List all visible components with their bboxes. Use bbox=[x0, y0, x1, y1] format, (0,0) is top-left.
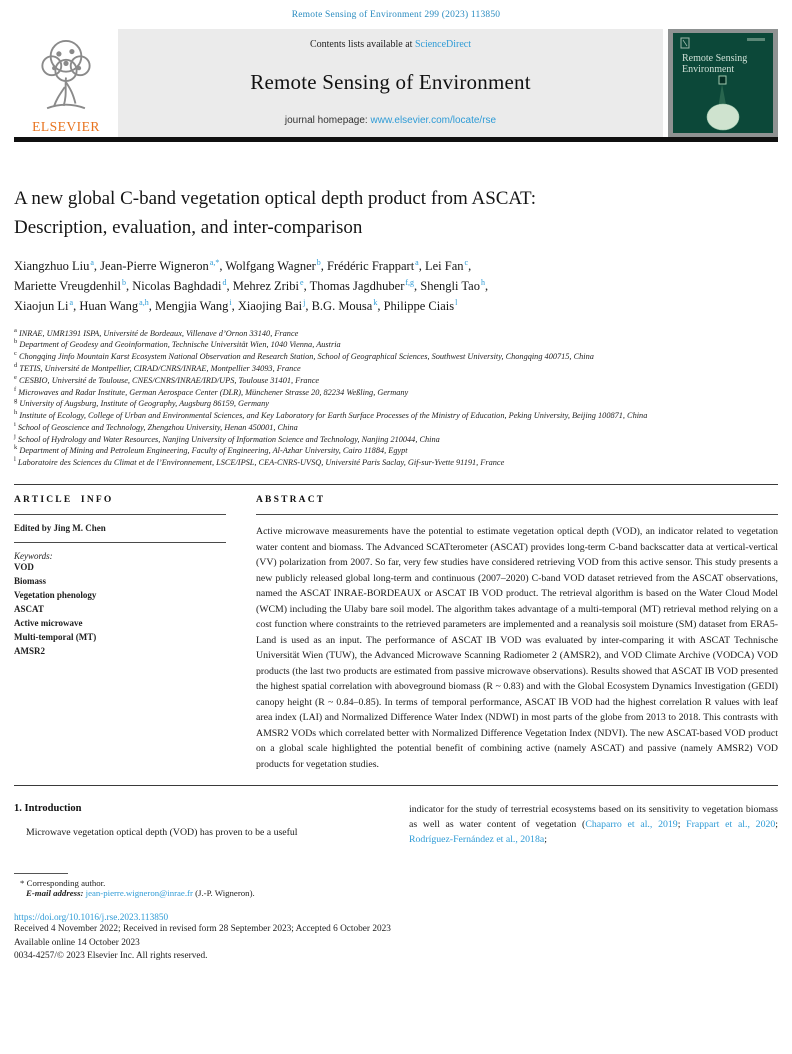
sciencedirect-link[interactable]: ScienceDirect bbox=[414, 39, 472, 50]
affiliation: $^d$ TETIS, Université de Montpellier, CIRAD/CNRS/INRAE, Montpellier 34093, France bbox=[14, 362, 301, 373]
affiliation: $^b$ Department of Geodesy and Geoinformation, Technische Universität Wien, 1040 Vienna, Austria bbox=[14, 338, 341, 350]
author: Frédéric Frappart$^a$, bbox=[327, 257, 425, 273]
citation-link[interactable]: Chaparro et al., 2019 bbox=[585, 818, 678, 830]
author: Xiaojing Bai$^j$, bbox=[237, 298, 312, 314]
article-title-line1: A new global C-band vegetation optical depth product from ASCAT: bbox=[14, 188, 536, 209]
affiliation: $^l$ Laboratoire des Sciences du Climat et de l’Environnement, LSCE/IPSL, CEA-CNRS-UVSQ, Université Paris Saclay, Gif-sur-Yvette 91191, France bbox=[14, 456, 505, 468]
email-link[interactable]: jean-pierre.wigneron@inrae.fr bbox=[85, 888, 193, 899]
article-title bbox=[14, 184, 778, 243]
keyword: Vegetation phenology bbox=[14, 589, 97, 600]
info-abstract-section bbox=[14, 485, 778, 772]
keyword: Multi-temporal (MT) bbox=[14, 631, 97, 642]
affiliation: $^i$ School of Geoscience and Technology, Zhengzhou University, Henan 450001, China bbox=[14, 421, 298, 432]
email-label: E-mail address: bbox=[26, 888, 84, 899]
body-columns bbox=[14, 803, 778, 847]
keyword: AMSR2 bbox=[14, 645, 45, 656]
footnote-block bbox=[14, 873, 384, 898]
homepage-label: journal homepage: bbox=[284, 115, 371, 126]
elsevier-wordmark: ELSEVIER bbox=[32, 119, 100, 134]
body-left-column bbox=[14, 803, 383, 847]
introduction-continued bbox=[409, 803, 778, 847]
author: Wolfgang Wagner$^b$, bbox=[225, 257, 328, 273]
body-text: ; bbox=[775, 818, 779, 830]
svg-text:Environment: Environment bbox=[682, 64, 735, 75]
received-dates: Received 4 November 2022; Received in revised form 28 September 2023; Accepted 6 October 2023 bbox=[14, 924, 391, 935]
article-info-column bbox=[14, 485, 226, 772]
banner-divider-bar bbox=[14, 137, 778, 142]
svg-text:Remote Sensing: Remote Sensing bbox=[682, 53, 748, 64]
affiliation: $^g$ University of Augsburg, Institute of Geography, Augsburg 86159, Germany bbox=[14, 397, 269, 409]
body-text: indicator for the study of terrestrial ecosystems based on its sensitivity to vegetation biomass as well as water content of vegetation ( bbox=[409, 804, 778, 830]
author: Shengli Tao$^h$, bbox=[420, 277, 489, 294]
author: Nicolas Baghdadi$^d$, bbox=[132, 277, 233, 294]
citation-link[interactable]: Rodríguez-Fernández et al., 2018a bbox=[409, 833, 545, 845]
affiliation: $^k$ Department of Mining and Petroleum Engineering, Faculty of Engineering, Al-Azhar University, Cairo 11884, Egypt bbox=[14, 444, 408, 456]
publication-metadata bbox=[14, 913, 778, 963]
journal-cover-thumbnail bbox=[668, 29, 778, 137]
elsevier-tree-icon bbox=[30, 35, 102, 118]
elsevier-logo bbox=[14, 29, 118, 137]
keyword: VOD bbox=[14, 562, 34, 572]
author: Huan Wang$^{a,h}$, bbox=[79, 298, 155, 314]
author-list bbox=[14, 256, 778, 317]
author: Lei Fan$^c$, bbox=[424, 257, 472, 273]
article-info-rule-2 bbox=[14, 542, 226, 543]
affiliation: $^f$ Microwaves and Radar Institute, German Aerospace Center (DLR), Münchener Strasse 20, 82234 Weßling, Germany bbox=[14, 385, 409, 397]
author: Jean-Pierre Wigneron$^{a,*}$, bbox=[100, 257, 226, 273]
affiliation: $^j$ School of Hydrology and Water Resources, Nanjing University of Information Science and Technology, Nanjing 210044, China bbox=[14, 432, 440, 444]
affiliation: $^h$ Institute of Ecology, College of Urban and Environmental Sciences, and Key Laboratory for Earth Surface Processes of the Ministry of Education, Peking University, Beijing 100871, China bbox=[14, 409, 648, 421]
author: Mehrez Zribi$^e$, bbox=[232, 277, 310, 294]
body-text: ; bbox=[544, 833, 547, 845]
author: Mengjia Wang$^i$, bbox=[154, 298, 238, 314]
author: Philippe Ciais$^l$ bbox=[383, 298, 458, 314]
introduction-heading: 1. Introduction bbox=[14, 803, 82, 815]
keywords-list bbox=[14, 561, 226, 659]
keyword: ASCAT bbox=[14, 603, 44, 614]
contents-line bbox=[124, 39, 657, 50]
edited-by: Edited by Jing M. Chen bbox=[14, 523, 106, 533]
homepage-line bbox=[124, 115, 657, 126]
abstract-text: Active microwave measurements have the potential to estimate vegetation optical depth (VOD), an indicator related to vegetation water content and biomass. The Advanced SCATterometer (ASCAT) provides long-term C-band backscatter data at vertical-vertical (VV) polarization from 2007. So far, very few studies have considered retrieving VOD from this active sensor. This study presents a new publicly released global long-term and continuous (2007–2020) C-band VOD dataset retrieved from the ASCAT observations, named the ASCAT INRAE-BORDEAUX or ASCAT IB VOD product. The retrieval algorithm is based on the Water Cloud Model (WCM) including the Ulaby bare soil model. The algorithm takes advantage of a multi-temporal (MT) retrieval method relying on a cost function where constraints to the retrieved parameters are implemented and a reanalysis soil moisture (SM) dataset from ERA5-Land is used as an input. The performance of ASCAT IB VOD was evaluated by inter-comparing it with ASCAT Technische Universität Wien (TUW), the Advanced Microwave Scanning Radiometer 2 (AMSR2), and VOD Climate Archive (VODCA) VOD products (the last two products are estimated from passive microwave observations). Results showed that ASCAT IB VOD presented the highest spatial correlation with aboveground biomass (R ~ 0.83) and with the Global Ecosystem Dynamics Investigation (GEDI) canopy height (R ~ 0.84–0.85). In terms of temporal performance, ASCAT IB VOD had the highest correlation R values with leaf area index (LAI) and Normalized Difference Water Index (NDWI) in most parts of the globe from 2013 to 2018. This contrasts with AMSR2 VODs which correlated better with Normalized Difference Vegetation Index (NDVI). The new ASCAT-based VOD product on a global scale highlighted the potential benefit of combining active (namely ASCAT) and passive (namely AMSR2) VOD products for vegetation studies. bbox=[256, 526, 778, 770]
keyword: Active microwave bbox=[14, 617, 83, 628]
keywords-label: Keywords: bbox=[14, 551, 53, 561]
author: B.G. Mousa$^k$, bbox=[311, 298, 384, 314]
banner-center bbox=[118, 29, 663, 137]
abstract-heading: ABSTRACT bbox=[256, 495, 326, 505]
affiliation: $^c$ Chongqing Jinfo Mountain Karst Ecosystem National Observation and Research Station, School of Geographical Sciences, Southwest University, Chongqing 400715, China bbox=[14, 350, 594, 362]
email-line bbox=[14, 888, 384, 898]
journal-cover-art bbox=[673, 33, 773, 133]
corresponding-author-note: * Corresponding author. bbox=[20, 878, 106, 889]
available-online: Available online 14 October 2023 bbox=[14, 937, 140, 948]
doi-link[interactable]: https://doi.org/10.1016/j.rse.2023.113850 bbox=[14, 913, 169, 924]
journal-title: Remote Sensing of Environment bbox=[250, 70, 531, 94]
citation-link[interactable]: Frappart et al., 2020 bbox=[686, 818, 776, 830]
section-divider-bottom bbox=[14, 785, 778, 786]
journal-banner bbox=[14, 29, 778, 137]
homepage-link[interactable]: www.elsevier.com/locate/rse bbox=[370, 115, 497, 126]
affiliation: $^e$ CESBIO, Université de Toulouse, CNES/CNRS/INRAE/IRD/UPS, Toulouse 31401, France bbox=[14, 373, 320, 385]
introduction-paragraph: Microwave vegetation optical depth (VOD) has proven to be a useful bbox=[26, 827, 298, 839]
abstract-column bbox=[256, 485, 778, 772]
copyright-line: 0034-4257/© 2023 Elsevier Inc. All rights reserved. bbox=[14, 951, 208, 962]
author: Xiaojun Li$^a$, bbox=[14, 298, 80, 314]
keyword: Biomass bbox=[14, 575, 47, 586]
running-head-citation[interactable]: Remote Sensing of Environment 299 (2023) 113850 bbox=[291, 10, 501, 20]
affiliation-list bbox=[14, 328, 778, 469]
body-text: ; bbox=[677, 818, 687, 830]
abstract-rule bbox=[256, 514, 778, 515]
body-right-column bbox=[409, 803, 778, 847]
article-title-line2: Description, evaluation, and inter-comparison bbox=[14, 217, 363, 239]
author: Thomas Jagdhuber$^{f,g}$, bbox=[309, 277, 421, 294]
author: Mariette Vreugdenhil$^b$, bbox=[14, 277, 133, 294]
affiliation: $^a$ INRAE, UMR1391 ISPA, Université de Bordeaux, Villenave d’Ornon 33140, France bbox=[14, 326, 299, 338]
footnote-rule bbox=[14, 873, 68, 874]
article-info-heading: ARTICLE INFO bbox=[14, 495, 114, 505]
contents-prefix: Contents lists available at bbox=[309, 39, 415, 50]
email-suffix: (J.-P. Wigneron). bbox=[192, 888, 255, 899]
author: Xiangzhuo Liu$^a$, bbox=[14, 257, 101, 273]
